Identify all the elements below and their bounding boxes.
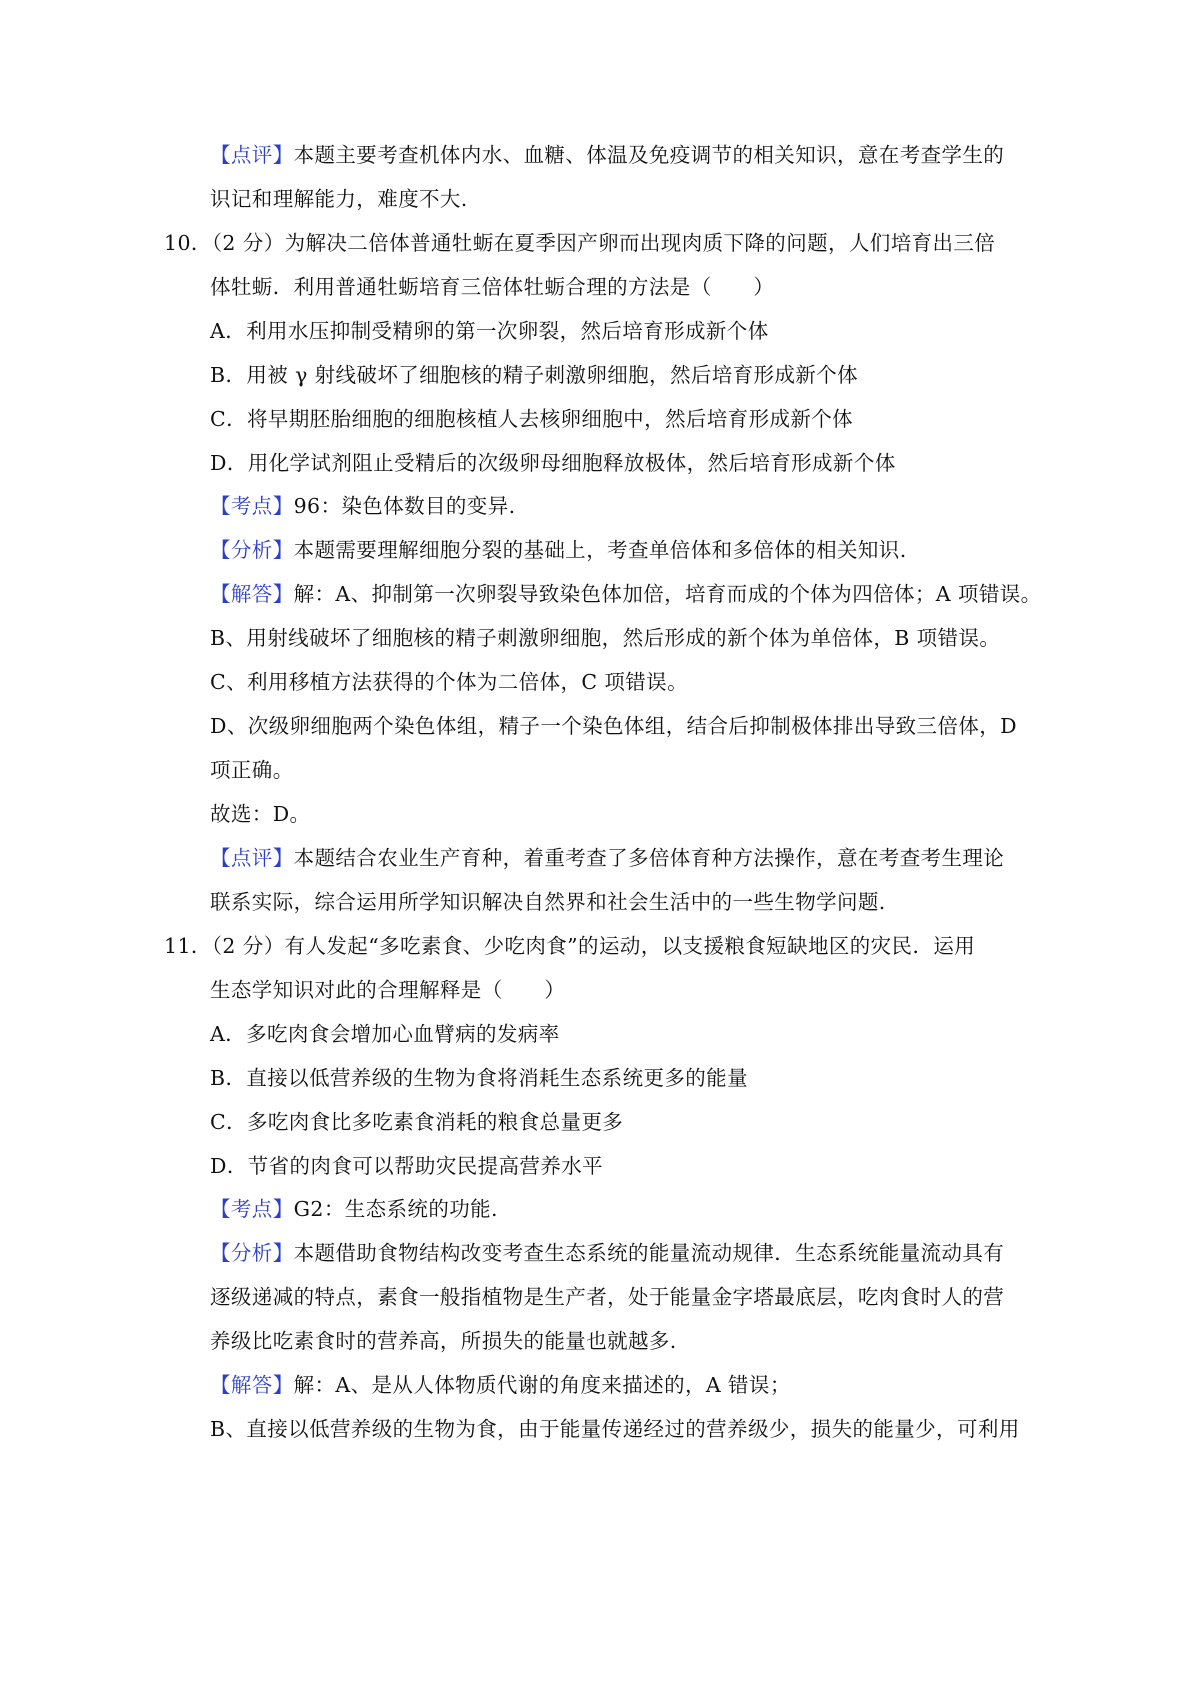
answer-tag: 【解答】 <box>210 582 294 606</box>
q10-option-d: D．用化学试剂阻止受精后的次级卵母细胞释放极体，然后培育形成新个体 <box>210 451 896 475</box>
q11-option-d: D．节省的肉食可以帮助灾民提高营养水平 <box>210 1154 604 1178</box>
review-text: 本题主要考查机体内水、血糖、体温及免疫调节的相关知识，意在考查学生的 <box>293 143 1005 167</box>
q9-review-line-1 <box>0 140 1200 170</box>
q10-review-line-1 <box>0 843 1200 873</box>
q11-analysis-line-1 <box>0 1238 1200 1268</box>
q9-review-line-2: 识记和理解能力，难度不大. <box>210 187 468 211</box>
q11-answer-line-1 <box>0 1370 1200 1400</box>
analysis-text: 本题借助食物结构改变考查生态系统的能量流动规律．生态系统能量流动具有 <box>293 1241 1005 1265</box>
q10-option-c: C．将早期胚胎细胞的细胞核植人去核卵细胞中，然后培育形成新个体 <box>210 407 854 431</box>
review-tag: 【点评】 <box>210 143 294 167</box>
q11-stem-line-2: 生态学知识对此的合理解释是（ ） <box>210 978 566 1002</box>
analysis-tag: 【分析】 <box>210 1241 294 1265</box>
answer-text: 解：A、抑制第一次卵裂导致染色体加倍，培育而成的个体为四倍体；A 项错误。 <box>293 582 1042 606</box>
q10-option-b: B．用被 γ 射线破坏了细胞核的精子刺激卵细胞，然后培育形成新个体 <box>210 363 859 387</box>
q10-stem-line-1: 10．（2 分）为解决二倍体普通牡蛎在夏季因产卵而出现肉质下降的问题，人们培育出三倍 <box>164 231 996 255</box>
point-text: G2：生态系统的功能. <box>293 1197 498 1221</box>
point-text: 96：染色体数目的变异. <box>293 494 516 518</box>
point-tag: 【考点】 <box>210 494 294 518</box>
answer-text: 解：A、是从人体物质代谢的角度来描述的，A 错误； <box>293 1373 791 1397</box>
q10-answer-line-1 <box>0 579 1200 609</box>
q10-analysis <box>0 535 1200 565</box>
q11-answer-line-2: B、直接以低营养级的生物为食，由于能量传递经过的营养级少，损失的能量少，可利用 <box>210 1417 1020 1441</box>
answer-tag: 【解答】 <box>210 1373 294 1397</box>
q10-point <box>0 491 1200 521</box>
q10-stem-line-2: 体牡蛎．利用普通牡蛎培育三倍体牡蛎合理的方法是（ ） <box>210 275 775 299</box>
q10-answer-line-6: 故选：D。 <box>210 802 311 826</box>
review-tag: 【点评】 <box>210 846 294 870</box>
q11-option-b: B．直接以低营养级的生物为食将消耗生态系统更多的能量 <box>210 1066 748 1090</box>
q10-answer-line-2: B、用射线破坏了细胞核的精子刺激卵细胞，然后形成的新个体为单倍体，B 项错误。 <box>210 626 1001 650</box>
q10-answer-line-3: C、利用移植方法获得的个体为二倍体，C 项错误。 <box>210 670 688 694</box>
q10-answer-line-4: D、次级卵细胞两个染色体组，精子一个染色体组，结合后抑制极体排出导致三倍体，D <box>210 714 1017 738</box>
q11-point <box>0 1194 1200 1224</box>
analysis-tag: 【分析】 <box>210 538 294 562</box>
review-text: 本题结合农业生产育种，着重考查了多倍体育种方法操作，意在考查考生理论 <box>293 846 1005 870</box>
q11-analysis-line-3: 养级比吃素食时的营养高，所损失的能量也就越多. <box>210 1329 677 1353</box>
point-tag: 【考点】 <box>210 1197 294 1221</box>
q11-option-a: A．多吃肉食会增加心血臂病的发病率 <box>210 1022 560 1046</box>
q11-analysis-line-2: 逐级递减的特点，素食一般指植物是生产者，处于能量金字塔最底层，吃肉食时人的营 <box>210 1285 1005 1309</box>
q11-stem-line-1: 11．（2 分）有人发起“多吃素食、少吃肉食”的运动，以支援粮食短缺地区的灾民．运用 <box>164 934 976 958</box>
analysis-text: 本题需要理解细胞分裂的基础上，考查单倍体和多倍体的相关知识. <box>293 538 907 562</box>
q10-answer-line-5: 项正确。 <box>210 758 294 782</box>
q10-review-line-2: 联系实际，综合运用所学知识解决自然界和社会生活中的一些生物学问题. <box>210 890 886 914</box>
q10-option-a: A．利用水压抑制受精卵的第一次卵裂，然后培育形成新个体 <box>210 319 769 343</box>
q11-option-c: C．多吃肉食比多吃素食消耗的粮食总量更多 <box>210 1110 624 1134</box>
